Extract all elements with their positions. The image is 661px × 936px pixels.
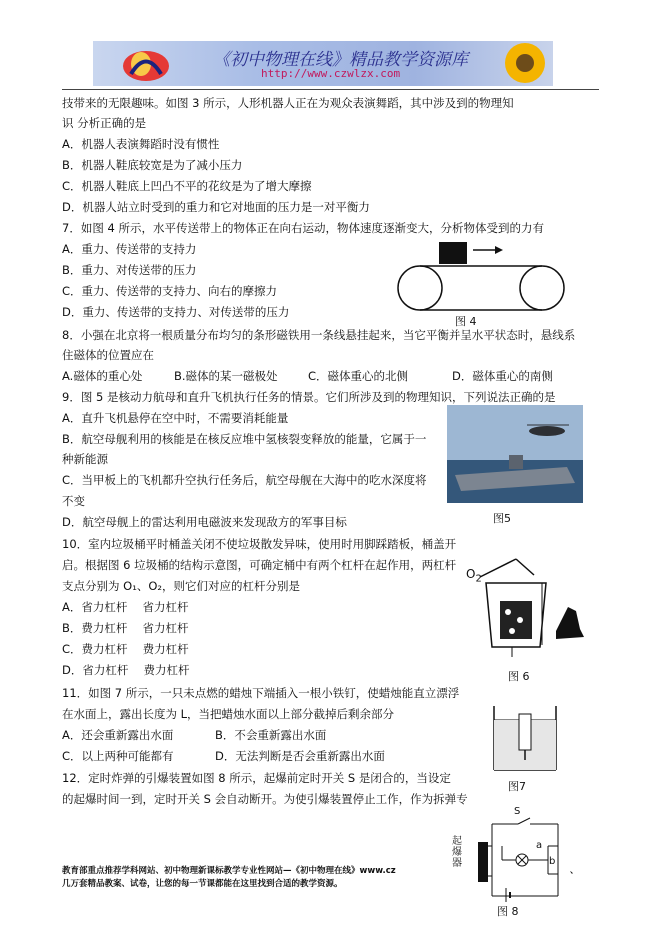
text-line: 住磁体的位置应在 xyxy=(62,348,154,362)
option-line: C．机器人鞋底上凹凸不平的花纹是为了增大摩擦 xyxy=(62,179,312,193)
text-line: 不变 xyxy=(62,494,85,508)
q11-option-d: D．无法判断是否会重新露出水面 xyxy=(215,749,385,763)
figure-7-beaker-candle xyxy=(492,704,560,774)
option-line: D．航空母舰上的雷达利用电磁波来发现敌方的军事目标 xyxy=(62,515,347,529)
option-line: D．机器人站立时受到的重力和它对地面的压力是一对平衡力 xyxy=(62,200,370,214)
option-line: D．省力杠杆 费力杠杆 xyxy=(62,663,190,677)
footer-line-2: 几万套精品教案、试卷，让您的每一节课都能在这里找到合适的教学资源。 xyxy=(62,879,343,889)
figure-5-carrier-photo xyxy=(447,405,583,503)
option-line: B．机器人鞋底较宽是为了减小压力 xyxy=(62,158,243,172)
node-b-label: b xyxy=(549,856,556,867)
question-line: 12．定时炸弹的引爆装置如图 8 所示，起爆前定时开关 S 是闭合的，当设定 xyxy=(62,771,451,785)
header-banner xyxy=(93,41,553,86)
logo-icon xyxy=(121,44,171,84)
option-line: B．重力、对传送带的压力 xyxy=(62,263,197,277)
question-line: 10．室内垃圾桶平时桶盖关闭不使垃圾散发异味，使用时用脚踩踏板，桶盖开 xyxy=(62,537,457,551)
option-line: C．重力、传送带的支持力、向右的摩擦力 xyxy=(62,284,278,298)
option-line: B．费力杠杆 省力杠杆 xyxy=(62,621,189,635)
conveyor-block xyxy=(439,242,467,264)
header-rule xyxy=(62,89,599,90)
q8-option-c: C．磁体重心的北侧 xyxy=(308,369,409,383)
question-line: 9．图 5 是核动力航母和直升飞机执行任务的情景。它们所涉及到的物理知识，下列说法正确的是 xyxy=(62,390,556,404)
option-line: D．重力、传送带的支持力、对传送带的压力 xyxy=(62,305,290,319)
q11-option-a: A．还会重新露出水面 xyxy=(62,728,174,742)
q8-option-b: B.磁体的某一磁极处 xyxy=(174,369,278,383)
question-line: 11．如图 7 所示，一只未点燃的蜡烛下端插入一根小铁钉，使蜡烛能直立漂浮 xyxy=(62,686,460,700)
node-a-label: a xyxy=(536,840,543,851)
option-line: A．省力杠杆 省力杠杆 xyxy=(62,600,189,614)
figure-5-caption: 图5 xyxy=(493,512,511,525)
figure-4-conveyor xyxy=(395,240,570,320)
shoe-icon xyxy=(556,607,584,639)
q11-option-b: B．不会重新露出水面 xyxy=(215,728,327,742)
text-line: 种新能源 xyxy=(62,452,108,466)
text-line: 的起爆时间一到，定时开关 S 会自动断开。为使引爆装置停止工作，作为拆弹专 xyxy=(62,792,468,806)
arrow-right-icon xyxy=(495,246,503,254)
banner-url: http://www.czwlzx.com xyxy=(261,67,401,80)
figure-6-caption: 图 6 xyxy=(508,670,530,683)
figure-8-caption: 图 8 xyxy=(497,905,519,918)
text-line: 技带来的无限趣味。如图 3 所示，人形机器人正在为观众表演舞蹈，其中涉及到的物理知 xyxy=(62,96,514,110)
switch-label: S xyxy=(514,806,521,817)
text-line: 识 分析正确的是 xyxy=(62,116,147,130)
option-line: A．机器人表演舞蹈时没有惯性 xyxy=(62,137,220,151)
figure-4-caption: 图 4 xyxy=(455,315,477,328)
option-line: C．费力杠杆 费力杠杆 xyxy=(62,642,189,656)
text-line: 启。根据图 6 垃圾桶的结构示意图，可确定桶中有两个杠杆在起作用，两杠杆 xyxy=(62,558,457,572)
q8-option-a: A.磁体的重心处 xyxy=(62,369,143,383)
footer-line-1: 教育部重点推荐学科网站、初中物理新课标教学专业性网站—《初中物理在线》www.cz xyxy=(62,866,396,876)
figure-7-caption: 图7 xyxy=(508,780,526,793)
sunflower-icon xyxy=(501,41,549,86)
fulcrum-o2-label: $O_2$ xyxy=(466,567,482,585)
option-line: C．当甲板上的飞机都升空执行任务后，航空母舰在大海中的吃水深度将 xyxy=(62,473,427,487)
text-line: 支点分别为 O₁、O₂，则它们对应的杠杆分别是 xyxy=(62,579,300,593)
question-line: 7．如图 4 所示，水平传送带上的物体正在向右运动，物体速度逐渐变大，分析物体受到的力有 xyxy=(62,221,544,235)
detonator-label: 起爆器 xyxy=(452,836,462,869)
option-line: A．重力、传送带的支持力 xyxy=(62,242,197,256)
option-line: B．航空母舰利用的核能是在核反应堆中氢核裂变释放的能量，它属于一 xyxy=(62,432,427,446)
banner-title: 《初中物理在线》精品教学资源库 xyxy=(213,50,468,70)
text-line: 在水面上，露出长度为 L，当把蜡烛水面以上部分截掉后剩余部分 xyxy=(62,707,395,721)
q8-option-d: D．磁体重心的南侧 xyxy=(452,369,553,383)
footer-stray-mark: 、 xyxy=(570,866,579,876)
figure-6-trash-bin xyxy=(472,557,587,667)
option-line: A．直升飞机悬停在空中时，不需要消耗能量 xyxy=(62,411,289,425)
question-line: 8．小强在北京将一根质量分布均匀的条形磁铁用一条线悬挂起来，当它平衡并呈水平状态时，悬线系 xyxy=(62,328,576,342)
q11-option-c: C．以上两种可能都有 xyxy=(62,749,174,763)
